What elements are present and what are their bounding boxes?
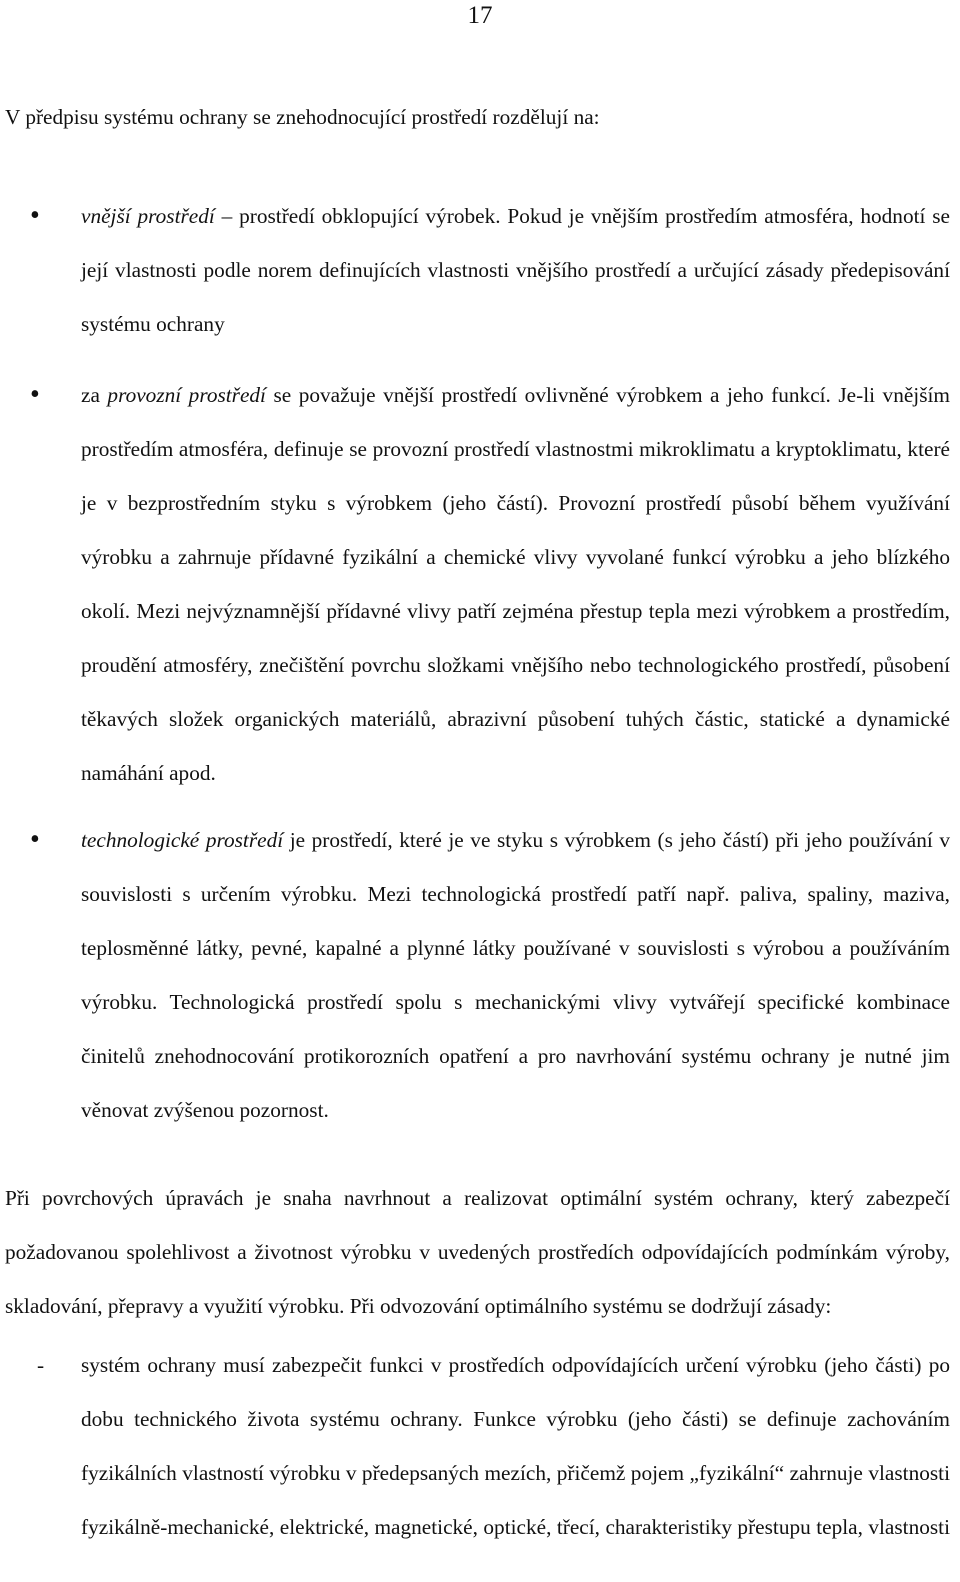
term-vnejsi-prostredi: vnější prostředí <box>81 204 215 228</box>
list-item-text: technologické prostředí je prostředí, které je ve styku s výrobkem (s jeho částí) při jeho používání v souvislosti s určením výrobku. Mezi technologická prostředí patří např. paliva, spaliny, maziva, teplosměnné látky, pevné, kapalné a plynné látky používané v souvislosti s výrobou a používáním výrobku. Technologická prostředí spolu s mechanickými vlivy vytvářejí specifické kombinace činitelů znehodnocování protikorozních opatření a pro navrhování systému ochrany je nutné jim věnovat zvýšenou pozornost. <box>81 828 951 1122</box>
page-number: 17 <box>467 2 493 29</box>
body-paragraph: Při povrchových úpravách je snaha navrhnout a realizovat optimální systém ochrany, který zabezpečí požadovanou spolehlivost a životnost výrobku v uvedených prostředích odpovídajících podmínkám výroby, skladování, přepravy a využití výrobku. Při odvozování optimálního systému se dodržují zásady: <box>5 1186 950 1318</box>
bullet-icon: • <box>30 379 40 410</box>
term-technologicke-prostredi: technologické prostředí <box>81 828 284 852</box>
dash-marker: - <box>37 1353 45 1377</box>
bullet-icon: • <box>30 200 40 231</box>
term-provozni-prostredi: provozní prostředí <box>107 383 266 407</box>
dash-list-item-text: systém ochrany musí zabezpečit funkci v prostředích odpovídajících určení výrobku (jeho části) po dobu technického života systému ochrany. Funkce výrobku (jeho části) se definuje zachováním fyzikálních vlastností výrobku v předepsaných mezích, přičemž pojem „fyzikální“ zahrnuje vlastnosti fyzikálně-mechanické, elektrické, magnetické, optické, třecí, charakteristiky přestupu tepla, vlastnosti <box>81 1353 950 1539</box>
list-item-text: vnější prostředí – prostředí obklopující výrobek. Pokud je vnějším prostředím atmosféra, hodnotí se její vlastnosti podle norem definujících vlastnosti vnějšího prostředí a určující zásady předepisování systému ochrany <box>81 204 950 336</box>
bullet-icon: • <box>30 824 40 855</box>
intro-paragraph: V předpisu systému ochrany se znehodnocující prostředí rozdělují na: <box>5 105 600 129</box>
list-item-text: za provozní prostředí se považuje vnější prostředí ovlivněné výrobkem a jeho funkcí. Je-li vnějším prostředím atmosféra, definuje se provozní prostředí vlastnostmi mikroklimatu a kryptoklimatu, které je v bezprostředním styku s výrobkem (jeho částí). Provozní prostředí působí během využívání výrobku a zahrnuje přídavné fyzikální a chemické vlivy vyvolané funkcí výrobku a jeho blízkého okolí. Mezi nejvýznamnější přídavné vlivy patří zejména přestup tepla mezi výrobkem a prostředím, proudění atmosféry, znečištění povrchu složkami vnějšího nebo technologického prostředí, působení těkavých složek organických materiálů, abrazivní působení tuhých částic, statické a dynamické namáhání apod. <box>81 383 950 785</box>
